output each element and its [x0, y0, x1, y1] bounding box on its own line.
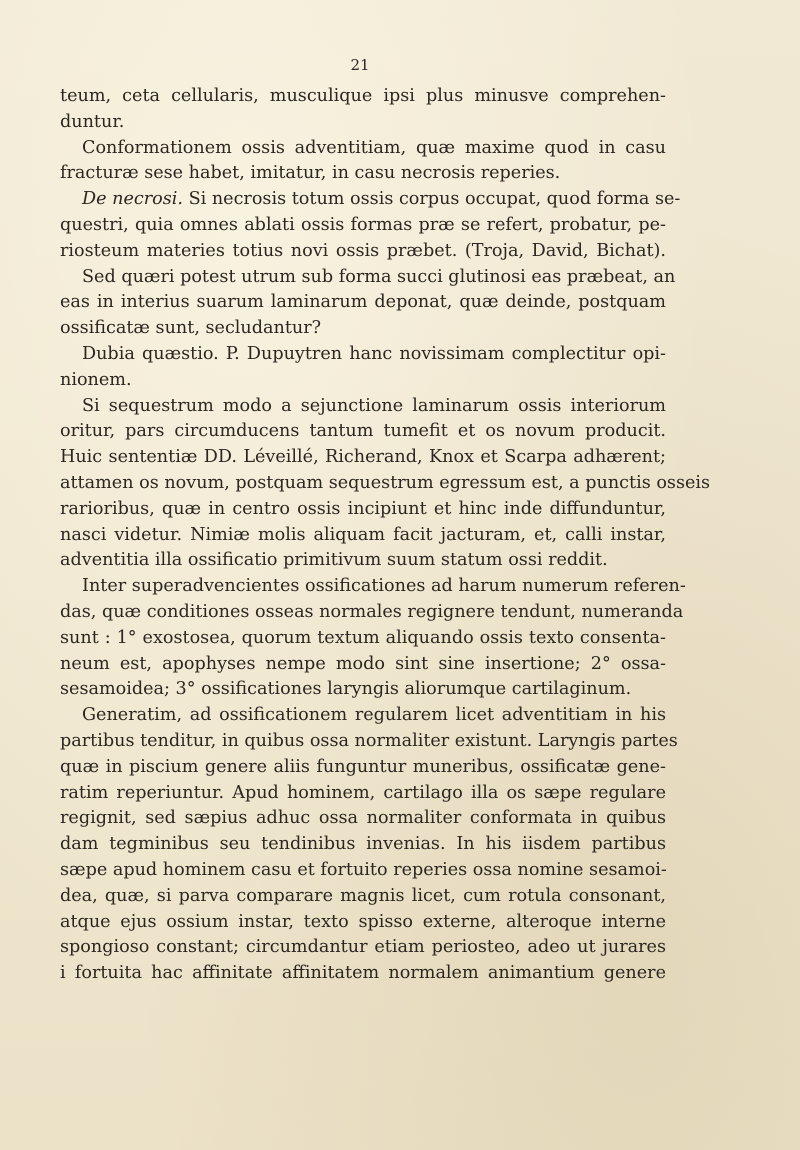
body-text	[60, 84, 711, 987]
text-line: Dubia quæstio. P. Dupuytren hanc novissimam complectitur opi-	[82, 343, 666, 364]
text-line: neum est, apophyses nempe modo sint sine insertione; 2° ossa-	[60, 653, 666, 674]
text-line: atque ejus ossium instar, texto spisso externe, alteroque interne	[60, 911, 666, 932]
text-line: oritur, pars circumducens tantum tumefit et os novum producit.	[60, 421, 666, 442]
text-line: riosteum materies totius novi ossis præbet. (Troja, David, Bichat).	[60, 240, 666, 261]
text-line: attamen os novum, postquam sequestrum egressum est, a punctis osseis	[60, 472, 711, 493]
text-line: partibus tenditur, in quibus ossa normaliter existunt. Laryngis partes	[60, 730, 678, 751]
text-line: Conformationem ossis adventitiam, quæ maxime quod in casu	[82, 137, 666, 158]
text-line: eas in interius suarum laminarum deponat, quæ deinde, postquam	[60, 292, 666, 313]
text-line: Si sequestrum modo a sejunctione laminarum ossis interiorum	[82, 395, 666, 416]
text-line: Sed quæri potest utrum sub forma succi glutinosi eas præbeat, an	[82, 266, 676, 287]
text-line: nasci videtur. Nimiæ molis aliquam facit jacturam, et, calli instar,	[60, 524, 666, 545]
text-line: Inter superadvencientes ossificationes ad harum numerum referen-	[82, 576, 686, 597]
text-line-with-heading: De necrosi. Si necrosis totum ossis corpus occupat, quod forma se-	[82, 189, 681, 210]
text-line: duntur.	[60, 111, 125, 132]
text-line: Generatim, ad ossificationem regularem licet adventitiam in his	[82, 705, 666, 726]
text-line: fracturæ sese habet, imitatur, in casu necrosis reperies.	[60, 163, 561, 184]
text-line: rarioribus, quæ in centro ossis incipiunt et hinc inde diffunduntur,	[60, 498, 666, 519]
text-line: regignit, sed sæpius adhuc ossa normaliter conformata in quibus	[60, 808, 666, 829]
text-line: questri, quia omnes ablati ossis formas præ se refert, probatur, pe-	[60, 214, 666, 235]
text-line: ratim reperiuntur. Apud hominem, cartilago illa os sæpe regulare	[60, 782, 666, 803]
text-line: sæpe apud hominem casu et fortuito reperies ossa nomine sesamoi-	[60, 859, 667, 880]
section-heading: De necrosi.	[82, 189, 183, 210]
text-line: dea, quæ, si parva comparare magnis licet, cum rotula consonant,	[60, 885, 666, 906]
text-line: adventitia illa ossificatio primitivum suum statum ossi reddit.	[60, 550, 608, 571]
text-line: i fortuita hac affinitate affinitatem normalem animantium genere	[60, 963, 666, 984]
text-line: Huic sententiæ DD. Léveillé, Richerand, Knox et Scarpa adhærent;	[60, 447, 666, 468]
text-line: sesamoidea; 3° ossificationes laryngis aliorumque cartilaginum.	[60, 679, 632, 700]
text-line: teum, ceta cellularis, musculique ipsi plus minusve comprehen-	[60, 86, 666, 106]
text-line: das, quæ conditiones osseas normales regignere tendunt, numeranda	[60, 601, 684, 622]
text-line: nionem.	[60, 369, 132, 390]
text-line: dam tegminibus seu tendinibus invenias. In his iisdem partibus	[60, 834, 666, 855]
text-line: sunt : 1° exostosea, quorum textum aliquando ossis texto consenta-	[60, 627, 666, 648]
page-number: 21	[350, 56, 370, 74]
text-line: quæ in piscium genere aliis funguntur muneribus, ossificatæ gene-	[60, 756, 666, 777]
text-line: ossificatæ sunt, secludantur?	[60, 318, 322, 339]
text-line: spongioso constant; circumdantur etiam periosteo, adeo ut jurares	[60, 937, 666, 958]
